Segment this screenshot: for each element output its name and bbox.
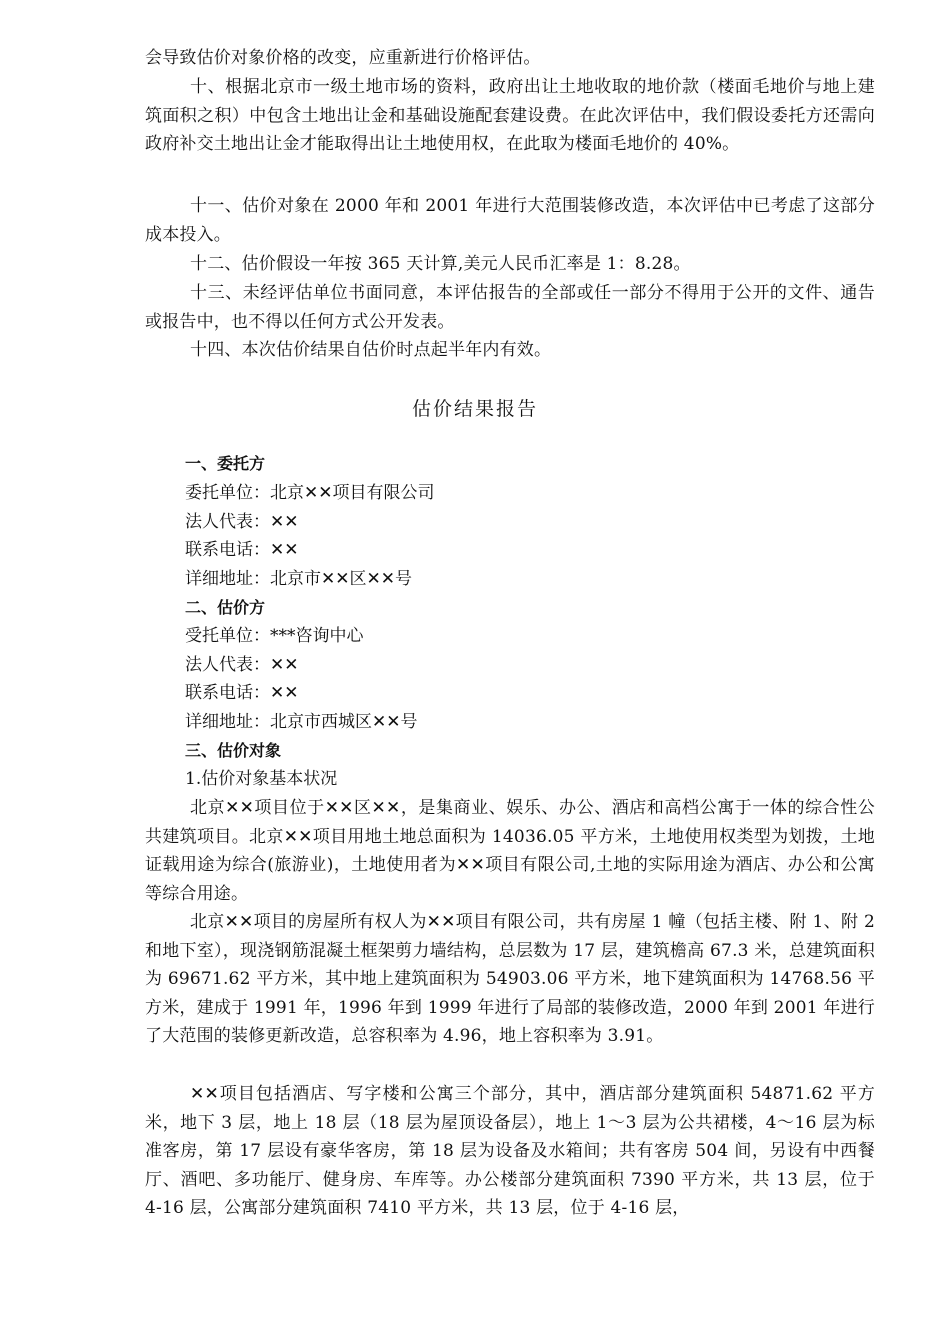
appraiser-phone: 联系电话：✕✕: [185, 683, 299, 703]
paragraph-item-13: 十三、未经评估单位书面同意，本评估报告的全部或任一部分不得用于公开的文件、通告或报告中，也不得以任何方式公开发表。: [145, 283, 875, 332]
paragraph-item-11: 十一、估价对象在 2000 年和 2001 年进行大范围装修改造，本次评估中已考虑了这部分成本投入。: [145, 196, 875, 245]
section-heading-appraiser: 二、估价方: [185, 598, 266, 617]
object-subheading: 1.估价对象基本状况: [185, 769, 338, 789]
object-paragraph-location: 北京✕✕项目位于✕✕区✕✕，是集商业、娱乐、办公、酒店和高档公寓于一体的综合性公共建筑项目。北京✕✕项目用地土地总面积为 14036.05 平方米，土地使用权类型为划拨，土地证载用途为综合(旅游业)，土地使用者为✕✕项目有限公司,土地的实际用途为酒店、办公和公寓等综合用途。: [145, 798, 875, 904]
paragraph-item-10: 十、根据北京市一级土地市场的资料，政府出让土地收取的地价款（楼面毛地价与地上建筑面积之积）中包含土地出让金和基础设施配套建设费。在此次评估中，我们假设委托方还需向政府补交土地出让金才能取得出让土地使用权，在此取为楼面毛地价的 40%。: [145, 77, 875, 154]
section-heading-object: 三、估价对象: [185, 741, 282, 760]
report-title: 估价结果报告: [411, 398, 538, 420]
client-legal-rep: 法人代表：✕✕: [185, 512, 299, 532]
object-paragraph-building: 北京✕✕项目的房屋所有权人为✕✕项目有限公司，共有房屋 1 幢（包括主楼、附 1、附 2 和地下室），现浇钢筋混凝土框架剪力墙结构，总层数为 17 层，建筑檐高 67.3 米，总建筑面积为 69671.62 平方米，其中地上建筑面积为 54903.06 平方米，地下建筑面积为 14768.56 平方米，建成于 1991 年，1996 年到 1999 年进行了局部的装修改造，2000 年到 2001 年进行了大范围的装修更新改造，总容积率为 4.96，地上容积率为 3.91。: [145, 912, 875, 1046]
section-heading-client: 一、委托方: [185, 454, 266, 473]
appraiser-unit: 受托单位：***咨询中心: [185, 626, 364, 646]
client-phone: 联系电话：✕✕: [185, 540, 299, 560]
paragraph-continuation: 会导致估价对象价格的改变，应重新进行价格评估。: [145, 48, 541, 68]
object-paragraph-composition: ✕✕项目包括酒店、写字楼和公寓三个部分，其中，酒店部分建筑面积 54871.62 平方米，地下 3 层，地上 18 层（18 层为屋顶设备层），地上 1～3 层为公共裙楼，4～16 层为标准客房，第 17 层设有豪华客房，第 18 层为设备及水箱间；共有客房 504 间，另设有中西餐厅、酒吧、多功能厅、健身房、车库等。办公楼部分建筑面积 7390 平方米，共 13 层，位于 4-16 层，公寓部分建筑面积 7410 平方米，共 13 层，位于 4-16 层，: [145, 1084, 875, 1218]
client-address: 详细地址：北京市✕✕区✕✕号: [185, 569, 412, 589]
paragraph-item-14: 十四、本次估价结果自估价时点起半年内有效。: [190, 340, 552, 360]
appraiser-address: 详细地址：北京市西城区✕✕号: [185, 712, 418, 732]
paragraph-item-12: 十二、估价假设一年按 365 天计算,美元人民币汇率是 1：8.28。: [190, 254, 691, 274]
appraiser-legal-rep: 法人代表：✕✕: [185, 655, 299, 675]
client-unit: 委托单位：北京✕✕项目有限公司: [185, 483, 435, 503]
